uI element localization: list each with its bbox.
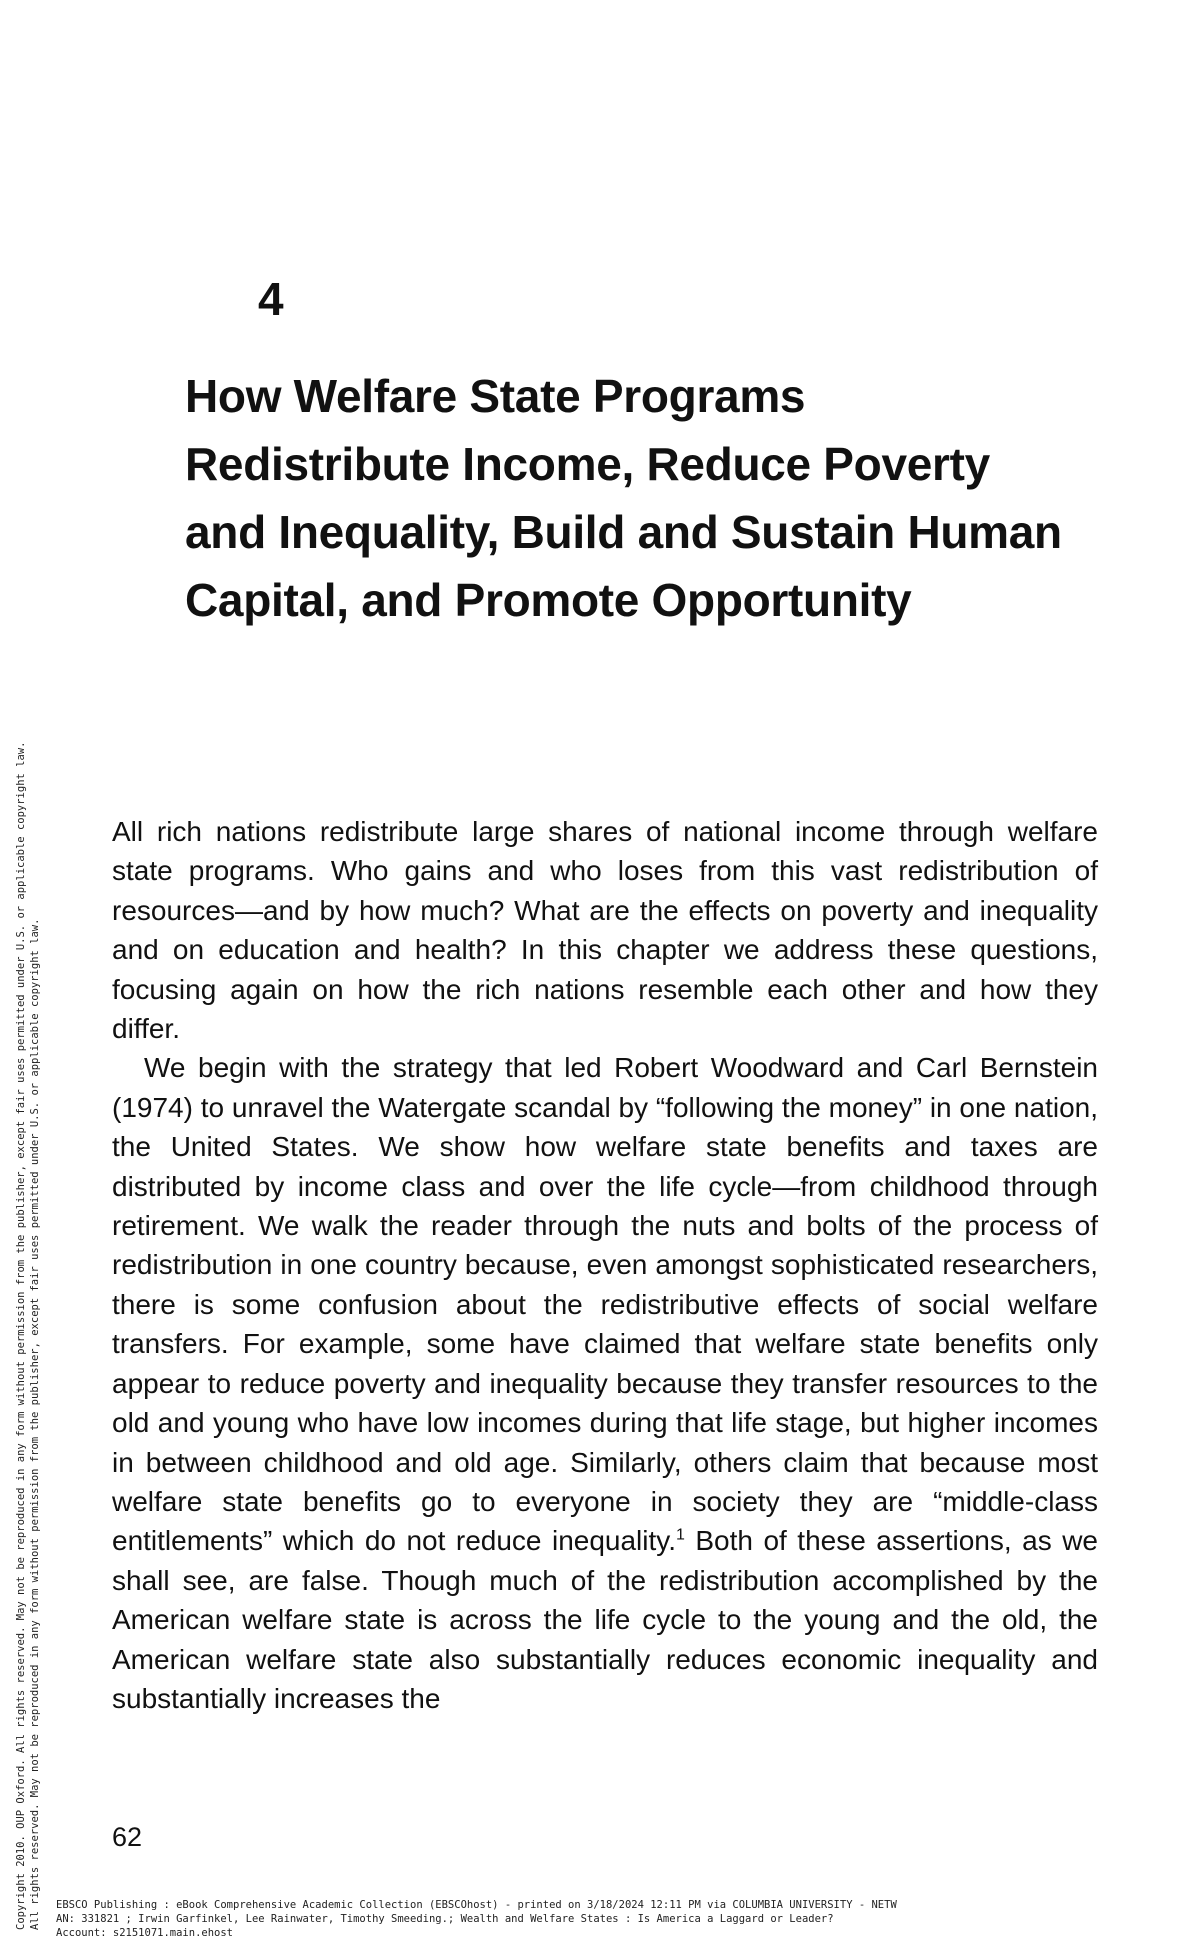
paragraph: All rich nations redistribute large shares of national income through welfare state programs. Who gains and who loses from this vast redistribution of resources—and by how much? What are the effects on poverty and inequality and on education and health? In this chapter we address these questions, focusing again on how the rich nations resemble each other and how they differ. (112, 816, 1098, 1045)
copyright-line: All rights reserved. May not be reproduced in any form without permission from the publisher, except fair uses permitted under U.S. or applicable copyright law. (29, 918, 41, 1930)
chapter-number: 4 (258, 273, 284, 325)
paragraph-text: Both of these assertions, as we shall see, are false. Though much of the redistribution accomplished by the American welfare state is across the life cycle to the young and the old, the American welfare state also substantially reduces economic inequality and substantially increases the (112, 1525, 1098, 1714)
chapter-title-line: Redistribute Income, Reduce Poverty (185, 438, 990, 490)
page-number: 62 (112, 1822, 143, 1852)
footnote-marker[interactable]: 1 (675, 1526, 685, 1544)
chapter-title-line: Capital, and Promote Opportunity (185, 574, 912, 626)
chapter-title-line: How Welfare State Programs (185, 370, 806, 422)
paragraph (112, 1048, 1098, 1718)
chapter-title-line: and Inequality, Build and Sustain Human (185, 506, 1062, 558)
copyright-line: Copyright 2010. OUP Oxford. All rights reserved. May not be reproduced in any form without permission from the publisher, except fair uses permitted under U.S. or applicable copyright law. (15, 741, 27, 1930)
footer-line: EBSCO Publishing : eBook Comprehensive Academic Collection (EBSCOhost) - printed on 3/18/2024 12:11 PM via COLUMBIA UNIVERSITY - NETW (56, 1899, 897, 1911)
footer-line: Account: s2151071.main.ehost (56, 1927, 234, 1939)
paragraph-text: We begin with the strategy that led Robert Woodward and Carl Bernstein (1974) to unravel the Watergate scandal by “following the money” in one nation, the United States. We show how welfare state benefits and taxes are distributed by income class and over the life cycle—from childhood through retirement. We walk the reader through the nuts and bolts of the process of redistribution in one country because, even amongst sophisticated researchers, there is some confusion about the redistributive effects of social welfare transfers. For example, some have claimed that welfare state benefits only appear to reduce poverty and inequality because they transfer resources to the old and young who have low incomes during that life stage, but higher incomes in between childhood and old age. Similarly, others claim that because most welfare state benefits go to everyone in society they are “middle-class entitlements” which do not reduce inequality. (112, 1052, 1098, 1557)
ebsco-footer-notice (56, 1898, 1156, 1940)
footer-line: AN: 331821 ; Irwin Garfinkel, Lee Rainwater, Timothy Smeeding.; Wealth and Welfare States : Is America a Laggard or Leader? (56, 1913, 834, 1925)
chapter-title (185, 362, 1115, 634)
copyright-side-notice (14, 600, 42, 1930)
body-text (112, 812, 1098, 1718)
